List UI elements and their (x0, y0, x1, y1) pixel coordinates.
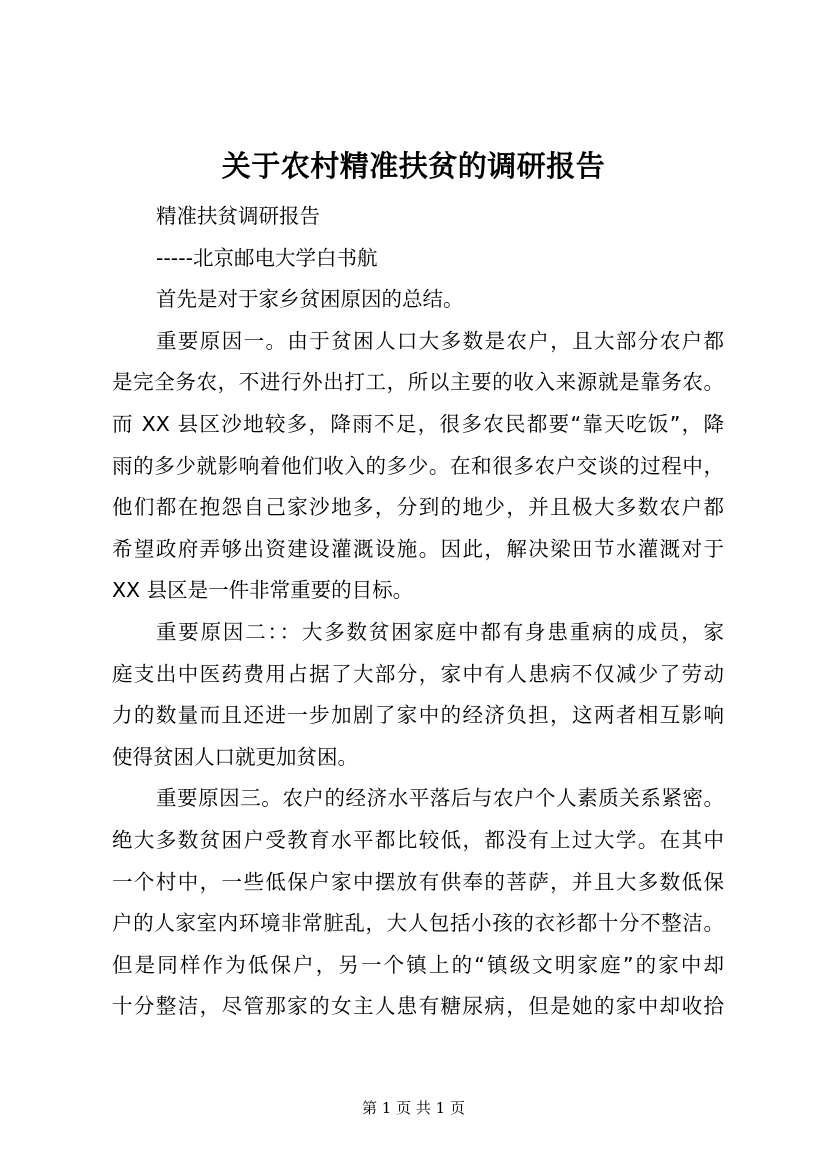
document-body (112, 196, 724, 1028)
paragraph-line: 希望政府弄够出资建设灌溉设施。因此，解决梁田节水灌溉对于 (112, 536, 724, 561)
paragraph-line: 绝大多数贫困户受教育水平都比较低，都没有上过大学。在其中 (112, 827, 724, 852)
paragraph-line: 十分整洁，尽管那家的女主人患有糖尿病，但是她的家中却收拾 (112, 994, 724, 1019)
author-line: -----北京邮电大学白书航 (156, 245, 378, 270)
paragraph-line: 他们都在抱怨自己家沙地多，分到的地少，并且极大多数农户都 (112, 495, 724, 520)
document-title: 关于农村精准扶贫的调研报告 (221, 149, 606, 183)
paragraph-line: XX 县区是一件非常重要的目标。 (112, 578, 414, 603)
paragraph-line: 重要原因二：：大多数贫困家庭中都有身患重病的成员，家 (156, 619, 724, 644)
paragraph-line: 首先是对于家乡贫困原因的总结。 (156, 287, 464, 312)
paragraph-line: 户的人家室内环境非常脏乱，大人包括小孩的衣衫都十分不整洁。 (112, 911, 724, 936)
subtitle-line: 精准扶贫调研报告 (156, 204, 320, 228)
paragraph-line: 重要原因三。农户的经济水平落后与农户个人素质关系紧密。 (156, 786, 724, 811)
paragraph-line: 一个村中，一些低保户家中摆放有供奉的菩萨，并且大多数低保 (112, 869, 724, 894)
paragraph-line: 庭支出中医药费用占据了大部分，家中有人患病不仅减少了劳动 (112, 661, 724, 686)
paragraph-line: 是完全务农，不进行外出打工，所以主要的收入来源就是靠务农。 (112, 370, 724, 395)
paragraph-line: 力的数量而且还进一步加剧了家中的经济负担，这两者相互影响 (112, 703, 724, 728)
paragraph-line: 但是同样作为低保户，另一个镇上的“镇级文明家庭”的家中却 (112, 952, 724, 977)
page-number-footer: 第 1 页 共 1 页 (362, 1099, 465, 1117)
paragraph-line: 使得贫困人口就更加贫困。 (112, 744, 358, 769)
paragraph-line: 而 XX 县区沙地较多，降雨不足，很多农民都要“靠天吃饭”，降 (112, 411, 724, 436)
paragraph-line: 雨的多少就影响着他们收入的多少。在和很多农户交谈的过程中， (112, 453, 724, 478)
paragraph-line: 重要原因一。由于贫困人口大多数是农户，且大部分农户都 (156, 328, 724, 353)
